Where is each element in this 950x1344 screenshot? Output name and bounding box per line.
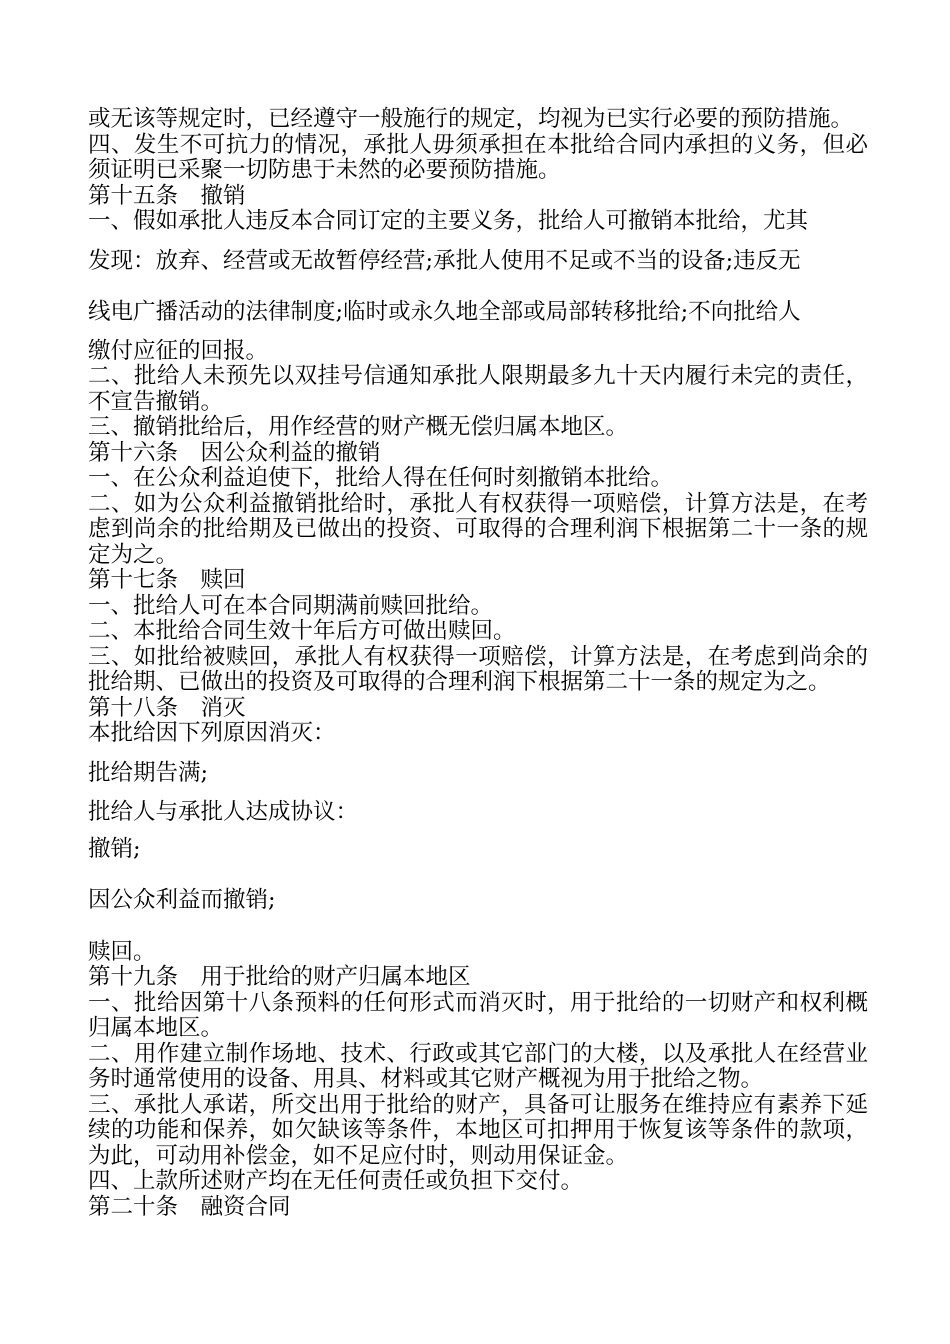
clause-16-1: 一、在公众利益迫使下，批给人得在任何时刻撤销本批给。 [88, 465, 674, 491]
heading-article-16: 第十六条 因公众利益的撤销 [88, 439, 381, 466]
heading-article-17: 第十七条 赎回 [88, 567, 246, 593]
clause-15-3: 三、撤销批给后，用作经营的财产概无偿归属本地区。 [88, 414, 629, 440]
clause-19-1: 一、批给因第十八条预料的任何形式而消灭时，用于批给的一切财产和权利概归属本地区。 [88, 989, 868, 1041]
cause-public-interest: 因公众利益而撤销; [88, 887, 276, 913]
article-18-intro: 本批给因下列原因消灭： [88, 720, 336, 746]
clause-17-2: 二、本批给合同生效十年后方可做出赎回。 [88, 618, 516, 644]
paragraph-force-majeure: 四、发生不可抗力的情况，承批人毋须承担在本批给合同内承担的义务，但必须证明已采聚一切防患于未然的必要预防措施。 [88, 131, 868, 183]
cause-revocation: 撤销; [88, 835, 141, 862]
heading-article-18: 第十八条 消灭 [88, 694, 246, 721]
clause-15-1-line-2: 发现：放弃、经营或无故暂停经营;承批人使用不足或不当的设备;违反无 [88, 247, 801, 274]
clause-19-4: 四、上款所述财产均在无任何责任或负担下交付。 [88, 1168, 584, 1194]
clause-17-1: 一、批给人可在本合同期满前赎回批给。 [88, 592, 494, 619]
paragraph-precaution-continued: 或无该等规定时，已经遵守一般施行的规定，均视为已实行必要的预防措施。 [88, 106, 854, 132]
heading-article-15: 第十五条 撤销 [88, 182, 246, 209]
heading-article-20: 第二十条 融资合同 [88, 1193, 291, 1220]
cause-expiry: 批给期告满; [88, 759, 209, 786]
clause-15-1-line-4: 缴付应征的回报。 [88, 337, 269, 364]
clause-19-2: 二、用作建立制作场地、技术、行政或其它部门的大楼，以及承批人在经营业务时通常使用的设备、用具、材料或其它财产概视为用于批给之物。 [88, 1040, 868, 1092]
clause-15-1-line-3: 线电广播活动的法律制度;临时或永久地全部或局部转移批给;不向批给人 [88, 299, 801, 325]
clause-16-2: 二、如为公众利益撤销批给时，承批人有权获得一项赔偿，计算方法是，在考虑到尚余的批给期及已做出的投资、可取得的合理利润下根据第二十一条的规定为之。 [88, 490, 868, 568]
cause-agreement: 批给人与承批人达成协议： [88, 799, 359, 825]
document-body [88, 107, 868, 1220]
clause-19-3: 三、承批人承诺，所交出用于批给的财产，具备可让服务在维持应有素养下延续的功能和保养，如欠缺该等条件，本地区可扣押用于恢复该等条件的款项，为此，可动用补偿金，如不足应付时，则动用保证金。 [88, 1091, 868, 1169]
heading-article-19: 第十九条 用于批给的财产归属本地区 [88, 964, 471, 990]
clause-17-3: 三、如批给被赎回，承批人有权获得一项赔偿，计算方法是，在考虑到尚余的批给期、已做出的投资及可取得的合理利润下根据第二十一条的规定为之。 [88, 643, 868, 695]
cause-redemption: 赎回。 [88, 938, 156, 965]
clause-15-2: 二、批给人未预先以双挂号信通知承批人限期最多九十天内履行未完的责任，不宣告撤销。 [88, 363, 868, 415]
clause-15-1-line-1: 一、假如承批人违反本合同订定的主要义务，批给人可撤销本批给，尤其 [88, 208, 809, 234]
